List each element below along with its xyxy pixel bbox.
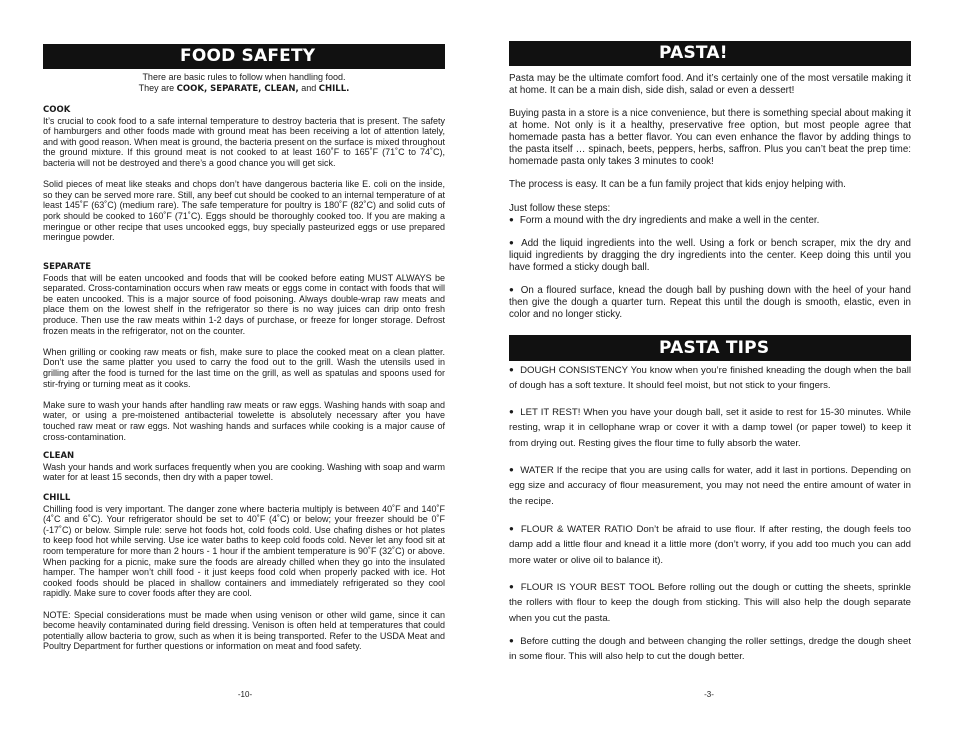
page-number-left: -10- (237, 690, 253, 699)
tip-1 (509, 363, 911, 394)
chill-paragraph: Chilling food is very important. The danger zone where bacteria multiply is between 40˚F and 140˚F (4˚C and 6˚C). Your refrigerator should be set to 40˚F (4˚C) or below; your freezer should be 0˚F (-17˚C) or below. Simple rule: serve hot foods hot, cold foods cold. Use chafing dishes or hot plates to keep food hot while serving. Use ice water baths to keep cold foods cold. Never let any food sit at room temperature for more than 2 hours - 1 hour if the ambient temperature is 90˚F (32˚C) or above. When packing for a picnic, make sure the foods are already chilled when they go into the insulated hamper. The hamper won’t chill food - it just keeps food cold when properly packed with ice. Hot cooked foods should be placed in shallow containers and immediately refrigerated so they cool rapidly. Make sure to cover foods after they are cool. (43, 503, 445, 599)
step-3-text: On a floured surface, knead the dough ball by pushing down with the heel of your hand then give the dough a quarter turn. Repeat this until the dough is smooth, elastic, even in color and no longer sticky. (509, 285, 911, 320)
bullet-icon: ● (509, 214, 514, 224)
intro (43, 72, 445, 95)
steps-intro: Just follow these steps: (509, 202, 611, 214)
intro-bold-rules: COOK, SEPARATE, CLEAN, (176, 84, 299, 94)
step-2-text: Add the liquid ingredients into the well. Using a fork or bench scraper, mix the dry and liquid ingredients by dragging the dry ingredients into the center. Keep doing this until you have formed a sticky dough ball. (509, 238, 911, 273)
chill-section (43, 493, 445, 652)
intro-line1: There are basic rules to follow when handling food. (142, 72, 346, 82)
intro-and: and (298, 83, 319, 93)
food-safety-title: FOOD SAFETY (43, 44, 445, 69)
pasta-paragraph-2: Buying pasta in a store is a nice convenience, but there is something special about making it at home. Not only is it a healthy, preservative free option, but most people agree that homemade pasta has a better flavor. You can even enhance the flavor by adding things to the pasta itself … spinach, beets, peppers, herbs, saffron. Plus you can’t beat the prep time: homemade pasta only takes 3 minutes to cook! (509, 108, 911, 167)
clean-section (43, 451, 445, 483)
tip-4 (509, 522, 911, 568)
bullet-icon: ● (509, 285, 515, 295)
pasta-paragraph-3: The process is easy. It can be a fun family project that kids enjoy helping with. (509, 179, 846, 191)
separate-paragraph-1: Foods that will be eaten uncooked and foods that will be cooked before eating MUST ALWAYS be separated. Cross-contamination occurs when raw meats or eggs come in contact with foods that will be eaten uncooked. This is a major source of food poisoning. Always double-wrap raw meats and place them on the lowest shelf in the refrigerator so there is no way juices can drip onto fresh produce. Then use the raw meats within 1-2 days of purchase, or freeze for longer storage. Defrost frozen meats in the refrigerator, not on the counter. (43, 272, 445, 336)
intro-bold-chill: CHILL. (318, 84, 350, 94)
tip-3 (509, 463, 911, 509)
note-paragraph: NOTE: Special considerations must be made when using venison or other wild game, since it can become heavily contaminated during field dressing. Venison is often held at temperatures that could potentially allow bacteria to grow, such as when it is being transported. Refer to the USDA Meat and Poultry Department for further questions or information on meat and food safety. (43, 609, 445, 652)
clean-heading: CLEAN (43, 451, 75, 461)
intro-prefix: They are (138, 83, 177, 93)
tip-6 (509, 634, 911, 665)
step-2 (509, 238, 911, 273)
intro-line2 (43, 83, 445, 95)
cook-paragraph-1: It’s crucial to cook food to a safe internal temperature to destroy bacteria that is present. The safety of hamburgers and other foods made with ground meat has been receiving a lot of attention lately, and with good reason. When meat is ground, the bacteria present on the surface is mixed throughout the ground mixture. If this ground meat is not cooked to at least 160˚F to 165˚F (71˚C to 74˚C), bacteria will not be destroyed and there’s a good chance you will get sick. (43, 115, 445, 168)
left-page (43, 0, 445, 738)
step-1 (509, 215, 911, 227)
separate-paragraph-2: When grilling or cooking raw meats or fish, make sure to place the cooked meat on a clean platter. Don’t use the same platter you used to carry the food out to the grill. Wash the utensils used in grilling after the food is turned for the last time on the grill, as well as spatulas and spoons used for stir-frying or turning meat as it cooks. (43, 346, 445, 389)
separate-heading: SEPARATE (43, 262, 92, 272)
bullet-icon: ● (509, 407, 515, 416)
clean-paragraph: Wash your hands and work surfaces frequently when you are cooking. Washing with soap and warm water for at least 15 seconds, then dry with a paper towel. (43, 461, 445, 483)
separate-section (43, 262, 445, 442)
cook-heading: COOK (43, 105, 71, 115)
step-3 (509, 285, 911, 320)
page-number-right: -3- (704, 690, 714, 699)
pasta-intro (509, 73, 911, 333)
pasta-title: PASTA! (509, 41, 911, 66)
tip-6-text: Before cutting the dough and between changing the roller settings, dredge the dough sheet in some flour. This will also help to cut the dough better. (509, 636, 911, 663)
tip-5-text: FLOUR IS YOUR BEST TOOL Before rolling out the dough or cutting the sheets, sprinkle the rollers with flour to keep the dough from sticking. This will also help the dough separate when you cut the pasta. (509, 582, 912, 624)
separate-paragraph-3: Make sure to wash your hands after handling raw meats or raw eggs. Washing hands with soap and water, or using a pre-moistened antibacterial towelette is absolutely necessary after you have touched raw meat or raw eggs. Not washing hands and surfaces while cooking is a major cause of cross-contamination. (43, 399, 445, 442)
tip-3-text: WATER If the recipe that you are using calls for water, add it last in portions. Depending on egg size and accuracy of flour measurement, you may not need the entire amount of water in the recipe. (509, 465, 912, 507)
pasta-tips-title: PASTA TIPS (509, 335, 911, 361)
tip-4-text: FLOUR & WATER RATIO Don’t be afraid to use flour. If after resting, the dough feels too damp add a little flour and knead it a little more (don’t worry, if you add too much you can add more water or olive oil to balance it). (509, 524, 911, 566)
pasta-paragraph-1: Pasta may be the ultimate comfort food. And it’s certainly one of the most versatile making it at home. It can be a main dish, side dish, salad or even a dessert! (509, 73, 911, 96)
bullet-icon: ● (509, 636, 515, 645)
step-1-text: Form a mound with the dry ingredients and make a well in the center. (519, 214, 820, 226)
tip-1-text: DOUGH CONSISTENCY You know when you’re finished kneading the dough when the ball of dough has a soft texture. It should feel moist, but not stick to your fingers. (509, 365, 911, 392)
bullet-icon: ● (509, 582, 515, 591)
bullet-icon: ● (509, 238, 516, 248)
chill-heading: CHILL (43, 493, 71, 503)
tip-2-text: LET IT REST! When you have your dough ball, set it aside to rest for 15-30 minutes. While resting, wrap it in cellophane wrap or cover it with a damp towel (or paper towel) to keep it from drying out. Resting gives the flour time to fully absorb the water. (509, 407, 911, 449)
tip-5 (509, 580, 911, 626)
cook-section (43, 105, 445, 243)
bullet-icon: ● (509, 465, 515, 474)
bullet-icon: ● (509, 524, 515, 533)
cook-paragraph-2: Solid pieces of meat like steaks and chops don’t have dangerous bacteria like E. coli on the inside, so they can be served more rare. Still, any beef cut should be cooked to an internal temperature of at least 145˚F (63˚C) (medium rare). The safe temperature for poultry is 180˚F (82˚C) and solid cuts of pork should be cooked to 160˚F (71˚C). Eggs should be thoroughly cooked too. If you are making a meringue or other recipe that uses uncooked eggs, buy specially pasteurized eggs or use prepared meringue powder. (43, 179, 445, 243)
right-page (509, 0, 911, 738)
bullet-icon: ● (509, 365, 515, 374)
tip-2 (509, 405, 911, 451)
